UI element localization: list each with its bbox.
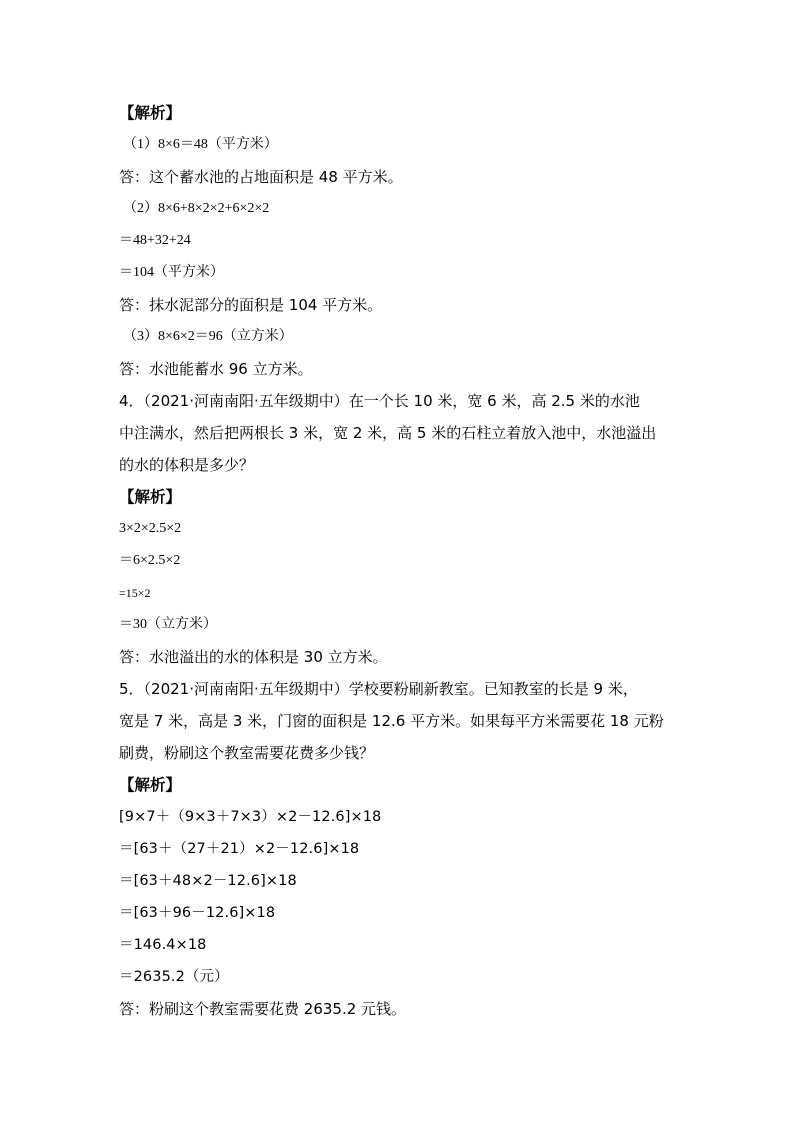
question-text: 4．（2021·河南南阳·五年级期中）在一个长 10 米，宽 6 米，高 2.5 米的水池 <box>119 392 640 410</box>
answer-line: 答：抹水泥部分的面积是 104 平方米。 <box>119 296 383 314</box>
solution-step: =15×2 <box>119 586 151 600</box>
answer-line: 答：水池能蓄水 96 立方米。 <box>119 360 313 378</box>
analysis-heading: 【解析】 <box>119 104 182 122</box>
solution-step: ＝48+32+24 <box>119 233 191 248</box>
question-text: 中注满水，然后把两根长 3 米，宽 2 米，高 5 米的石柱立着放入池中，水池溢出 <box>119 424 657 442</box>
answer-line: 答：这个蓄水池的占地面积是 48 平方米。 <box>119 168 403 186</box>
analysis-heading: 【解析】 <box>119 776 182 794</box>
solution-step: 3×2×2.5×2 <box>119 521 182 536</box>
solution-step: ＝2635.2（元） <box>119 969 229 985</box>
question-text: 宽是 7 米，高是 3 米，门窗的面积是 12.6 平方米。如果每平方米需要花 18 元粉 <box>119 712 664 730</box>
analysis-heading: 【解析】 <box>119 488 182 506</box>
question-text: 5．（2021·河南南阳·五年级期中）学校要粉刷新教室。已知教室的长是 9 米， <box>119 680 638 698</box>
solution-step: ＝30（立方米） <box>119 617 217 632</box>
solution-step: （1）8×6＝48（平方米） <box>123 137 278 152</box>
solution-step: ＝146.4×18 <box>119 937 207 953</box>
question-text: 的水的体积是多少？ <box>119 456 255 474</box>
solution-step: [9×7＋（9×3＋7×3）×2－12.6]×18 <box>119 809 382 825</box>
solution-step: ＝[63＋（27＋21）×2－12.6]×18 <box>119 841 360 857</box>
solution-step: （3）8×6×2＝96（立方米） <box>123 329 293 344</box>
solution-step: ＝[63＋48×2－12.6]×18 <box>119 873 297 889</box>
solution-step: ＝6×2.5×2 <box>119 553 181 568</box>
answer-line: 答：粉刷这个教室需要花费 2635.2 元钱。 <box>119 1000 407 1018</box>
question-text: 刷费，粉刷这个教室需要花费多少钱？ <box>119 744 375 762</box>
solution-step: ＝[63＋96－12.6]×18 <box>119 905 276 921</box>
solution-step: ＝104（平方米） <box>119 265 224 280</box>
answer-line: 答：水池溢出的水的体积是 30 立方米。 <box>119 648 388 666</box>
solution-step: （2）8×6+8×2×2+6×2×2 <box>123 201 270 216</box>
